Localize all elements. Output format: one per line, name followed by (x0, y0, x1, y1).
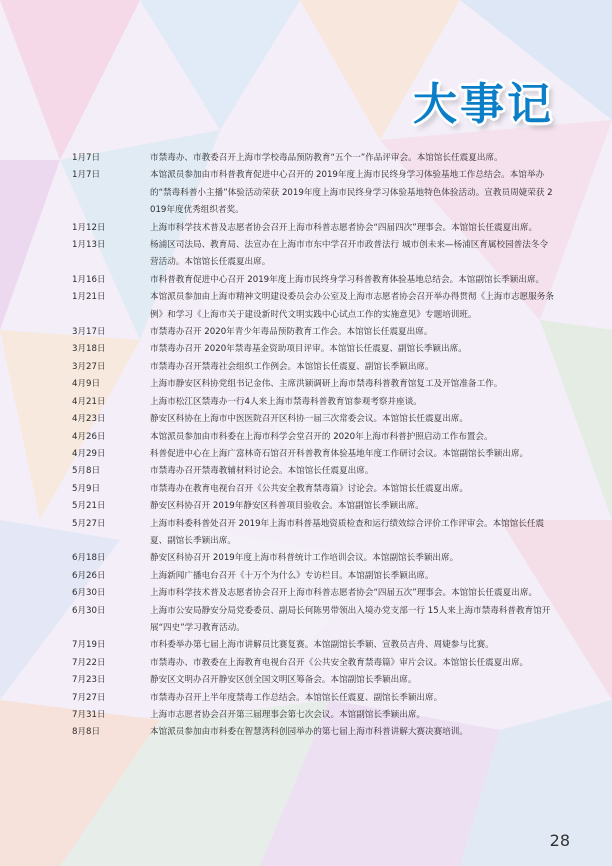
event-text: 静安区科协召开 2019年度上海市科普统计工作培训会议。本馆副馆长季颖出席。 (150, 553, 459, 564)
event-text: 市禁毒办召开禁毒社会组织工作例会。本馆馆长任震夏、副馆长季颖出席。 (150, 361, 434, 372)
event-row (0, 411, 612, 428)
event-date: 8月8日 (72, 727, 101, 738)
event-text: 市禁毒办、市教委在上海教育电视台召开《公共安全教育禁毒篇》审片会议。本馆馆长任震夏出席。 (150, 657, 529, 668)
event-row (0, 498, 612, 515)
event-text: 静安区科协在上海市中医医院召开区科协一届三次常委会议。本馆馆长任震夏出席。 (150, 414, 468, 425)
event-date: 6月18日 (72, 553, 106, 564)
event-row (0, 289, 612, 324)
event-date: 7月19日 (72, 640, 106, 651)
event-row (0, 672, 612, 689)
event-text: 市禁毒办召开上半年度禁毒工作总结会。本馆馆长任震夏、副馆长季颖出席。 (150, 692, 443, 703)
event-text: 上海新闻广播电台召开《十万个为什么》专访栏目。本馆副馆长季颖出席。 (150, 570, 434, 581)
event-text: 上海市松江区禁毒办一行4人来上海市禁毒科普教育馆参观考察并座谈。 (150, 396, 422, 407)
event-date: 1月7日 (72, 170, 101, 181)
event-text: 市禁毒办召开 2020年青少年毒品预防教育工作会。本馆馆长任震夏出席。 (150, 327, 433, 338)
event-row (0, 220, 612, 237)
event-date: 1月13日 (72, 240, 106, 251)
event-date: 6月30日 (72, 605, 106, 616)
event-row (0, 568, 612, 585)
event-date: 7月23日 (72, 675, 106, 686)
event-row (0, 237, 612, 272)
event-row (0, 324, 612, 341)
event-row (0, 167, 612, 219)
event-date: 6月26日 (72, 570, 106, 581)
event-text: 市科普教育促进中心召开 2019年度上海市民终身学习科普教育体验基地总结会。本馆副馆长季颖出席。 (150, 274, 545, 285)
event-text: 市禁毒办召开禁毒教辅材料讨论会。本馆馆长任震夏出席。 (150, 466, 374, 477)
event-date: 3月27日 (72, 361, 106, 372)
event-row (0, 724, 612, 741)
event-row (0, 341, 612, 358)
event-date: 7月27日 (72, 692, 106, 703)
event-date: 4月23日 (72, 414, 106, 425)
event-text: 杨浦区司法局、教育局、法宣办在上海市市东中学召开市政普法行 城市创未来—杨浦区育属校园普法冬令营活动。本馆馆长任震夏出席。 (150, 240, 549, 268)
event-row (0, 446, 612, 463)
event-row (0, 150, 612, 167)
event-text: 上海市科委科普处召开 2019年上海市科普基地资质检查和运行绩效综合评价工作评审会。本馆馆长任震夏、副馆长季颖出席。 (150, 518, 545, 546)
event-row (0, 376, 612, 393)
page-number: 28 (549, 831, 570, 850)
event-row (0, 690, 612, 707)
event-text: 本馆派员参加由市科委在智慧湾科创园举办的第七届上海市科普讲解大赛决赛培训。 (150, 727, 468, 738)
event-text: 静安区科协召开 2019年静安区科普项目验收会。本馆副馆长季颖出席。 (150, 501, 424, 512)
event-date: 1月7日 (72, 153, 101, 163)
event-date: 4月26日 (72, 431, 106, 442)
event-text: 本馆派员参加由市科委在上海市科学会堂召开的 2020年上海市科普护照启动工作布置会。 (150, 431, 493, 442)
event-date: 5月21日 (72, 501, 106, 512)
event-date: 6月30日 (72, 588, 106, 599)
page-title: 大事记 (413, 79, 554, 130)
event-text: 静安区文明办召开静安区创全国文明区筹备会。本馆副馆长季颖出席。 (150, 675, 417, 686)
event-text: 科普促进中心在上海广富林奇石馆召开科普教育体验基地年度工作研讨会议。本馆副馆长季颖出席。 (150, 448, 529, 459)
event-row (0, 637, 612, 654)
event-date: 3月17日 (72, 327, 106, 338)
event-date: 5月9日 (72, 483, 101, 494)
event-date: 7月22日 (72, 657, 106, 668)
events-list (0, 150, 612, 742)
event-row (0, 603, 612, 638)
event-row (0, 272, 612, 289)
event-text: 上海市志愿者协会召开第三届理事会第七次会议。本馆副馆长季颖出席。 (150, 710, 426, 720)
event-text: 上海市公安局静安分局党委委员、副局长何陈男带领出入境办党支部一行 15人来上海市禁毒科普教育馆开展“四史”学习教育活动。 (150, 605, 551, 633)
event-text: 上海市科学技术普及志愿者协会召开上海市科普志愿者协会“四届五次”理事会。本馆馆长任震夏出席。 (150, 588, 538, 599)
event-date: 7月31日 (72, 710, 106, 720)
event-row (0, 429, 612, 446)
event-row (0, 359, 612, 376)
event-text: 市禁毒办在教育电视台召开《公共安全教育禁毒篇》讨论会。本馆馆长任震夏出席。 (150, 483, 468, 494)
event-text: 上海市静安区科协党组书记金伟、主席洪颖调研上海市禁毒科普教育馆复工及开馆准备工作。 (150, 379, 503, 390)
event-row (0, 516, 612, 551)
event-text: 市科委举办第七届上海市讲解员比赛复赛。本馆副馆长季颖、宣教员吉舟、周婕参与比赛。 (150, 640, 494, 651)
event-date: 3月18日 (72, 344, 106, 355)
event-date: 4月29日 (72, 448, 106, 459)
event-date: 4月9日 (72, 379, 101, 390)
event-date: 5月8日 (72, 466, 101, 477)
event-row (0, 394, 612, 411)
event-text: 市禁毒办、市教委召开上海市学校毒品预防教育“五个一”作品评审会。本馆馆长任震夏出席。 (150, 153, 503, 163)
event-text: 本馆派员参加由上海市精神文明建设委员会办公室及上海市志愿者协会召开举办得贯彻《上海市志愿服务条例》和学习《上海市关于建设新时代文明实践中心试点工作的实施意见》专题培训班。 (150, 292, 554, 320)
event-date: 1月16日 (72, 274, 106, 285)
event-row (0, 585, 612, 602)
event-row (0, 655, 612, 672)
event-date: 5月27日 (72, 518, 106, 529)
event-row (0, 481, 612, 498)
event-text: 市禁毒办召开 2020年禁毒基金资助项目评审。本馆馆长任震夏、副馆长季颖出席。 (150, 344, 467, 355)
event-row (0, 463, 612, 480)
event-row (0, 550, 612, 567)
event-text: 本馆派员参加由市科普教育促进中心召开的 2019年度上海市民终身学习体验基地工作总结会。本馆举办的“禁毒科普小主播”体验活动荣获 2019年度上海市民终身学习体验基地特色体验活动。宣教员周婕荣获 2019年度优秀组织者奖。 (150, 170, 553, 216)
event-date: 1月12日 (72, 222, 106, 233)
event-text: 上海市科学技术普及志愿者协会召开上海市科普志愿者协会“四届四次”理事会。本馆馆长任震夏出席。 (150, 222, 538, 233)
event-row (0, 707, 612, 724)
event-date: 4月21日 (72, 396, 106, 407)
event-date: 1月21日 (72, 292, 106, 303)
